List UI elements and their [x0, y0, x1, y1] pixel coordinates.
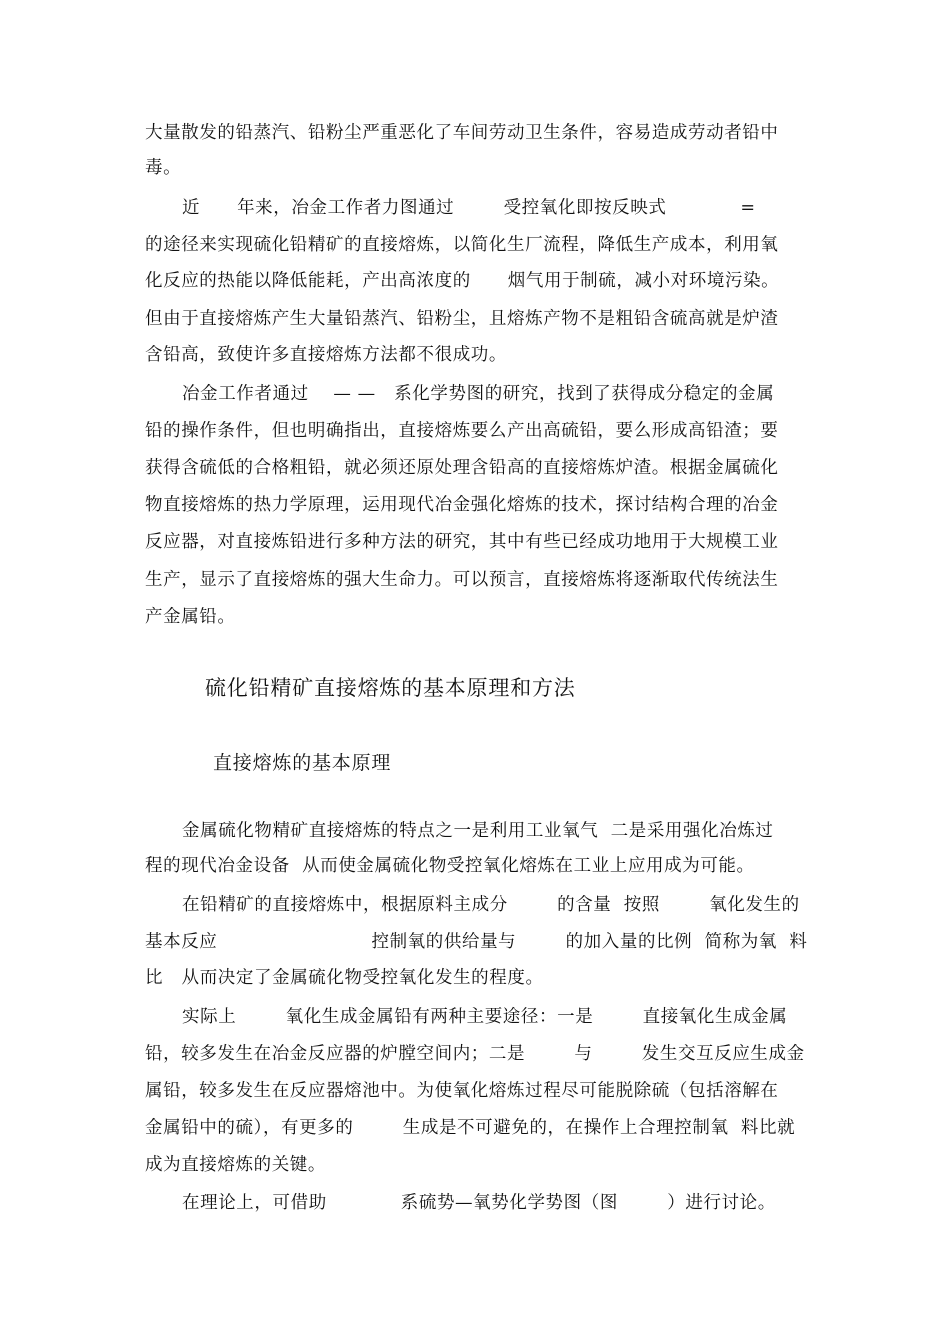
text-line: 金属硫化物精矿直接熔炼的特点之一是利用工业氧气 二是采用强化冶炼过	[182, 821, 774, 841]
text-line: 程的现代冶金设备 从而使金属硫化物受控氧化熔炼在工业上应用成为可能。	[145, 856, 755, 876]
text-line: 的途径来实现硫化铅精矿的直接熔炼，以简化生厂流程，降低生产成本，利用氧	[145, 235, 779, 255]
text-line: 铅的操作条件，但也明确指出，直接熔炼要么产出高硫铅，要么形成高铅渣；要	[145, 421, 779, 441]
text-line: 近 年来，冶金工作者力图通过 受控氧化即按反映式 =	[182, 198, 756, 218]
text-line: 冶金工作者通过 — — 系化学势图的研究，找到了获得成分稳定的金属	[182, 384, 775, 404]
subsection-heading: 直接熔炼的基本原理	[213, 752, 392, 774]
text-line: 物直接熔炼的热力学原理，运用现代冶金强化熔炼的技术，探讨结构合理的冶金	[145, 495, 779, 515]
text-line: 属铅，较多发生在反应器熔池中。为使氧化熔炼过程尽可能脱除硫（包括溶解在	[145, 1081, 779, 1101]
text-line: 实际上 氧化生成金属铅有两种主要途径：一是 直接氧化生成金属	[182, 1007, 788, 1027]
text-line: 反应器，对直接炼铅进行多种方法的研究，其中有些已经成功地用于大规模工业	[145, 532, 779, 552]
text-line: 但由于直接熔炼产生大量铅蒸汽、铅粉尘，且熔炼产物不是粗铅含硫高就是炉渣	[145, 309, 779, 329]
text-line: 金属铅中的硫），有更多的 生成是不可避免的，在操作上合理控制氧 料比就	[145, 1118, 796, 1138]
text-line: 铅，较多发生在冶金反应器的炉膛空间内；二是 与 发生交互反应生成金	[145, 1044, 805, 1064]
text-line: 获得含硫低的合格粗铅，就必须还原处理含铅高的直接熔炼炉渣。根据金属硫化	[145, 458, 779, 478]
text-line: 含铅高，致使许多直接熔炼方法都不很成功。	[145, 345, 507, 365]
text-line: 基本反应 控制氧的供给量与 的加入量的比例 简称为氧 料	[145, 932, 808, 952]
text-line: 在铅精矿的直接熔炼中，根据原料主成分 的含量 按照 氧化发生的	[182, 895, 800, 915]
text-line: 生产，显示了直接熔炼的强大生命力。可以预言，直接熔炼将逐渐取代传统法生	[145, 570, 779, 590]
text-line: 大量散发的铅蒸汽、铅粉尘严重恶化了车间劳动卫生条件，容易造成劳动者铅中	[145, 123, 779, 143]
text-line: 化反应的热能以降低能耗，产出高浓度的 烟气用于制硫，减小对环境污染。	[145, 271, 780, 291]
section-heading: 硫化铅精矿直接熔炼的基本原理和方法	[205, 676, 576, 700]
text-line: 产金属铅。	[145, 607, 236, 627]
text-line: 毒。	[145, 158, 182, 178]
text-line: 比 从而决定了金属硫化物受控氧化发生的程度。	[145, 968, 544, 988]
text-line: 成为直接熔炼的关键。	[145, 1155, 326, 1175]
text-line: 在理论上，可借助 系硫势—氧势化学势图（图 ）进行讨论。	[182, 1193, 776, 1213]
